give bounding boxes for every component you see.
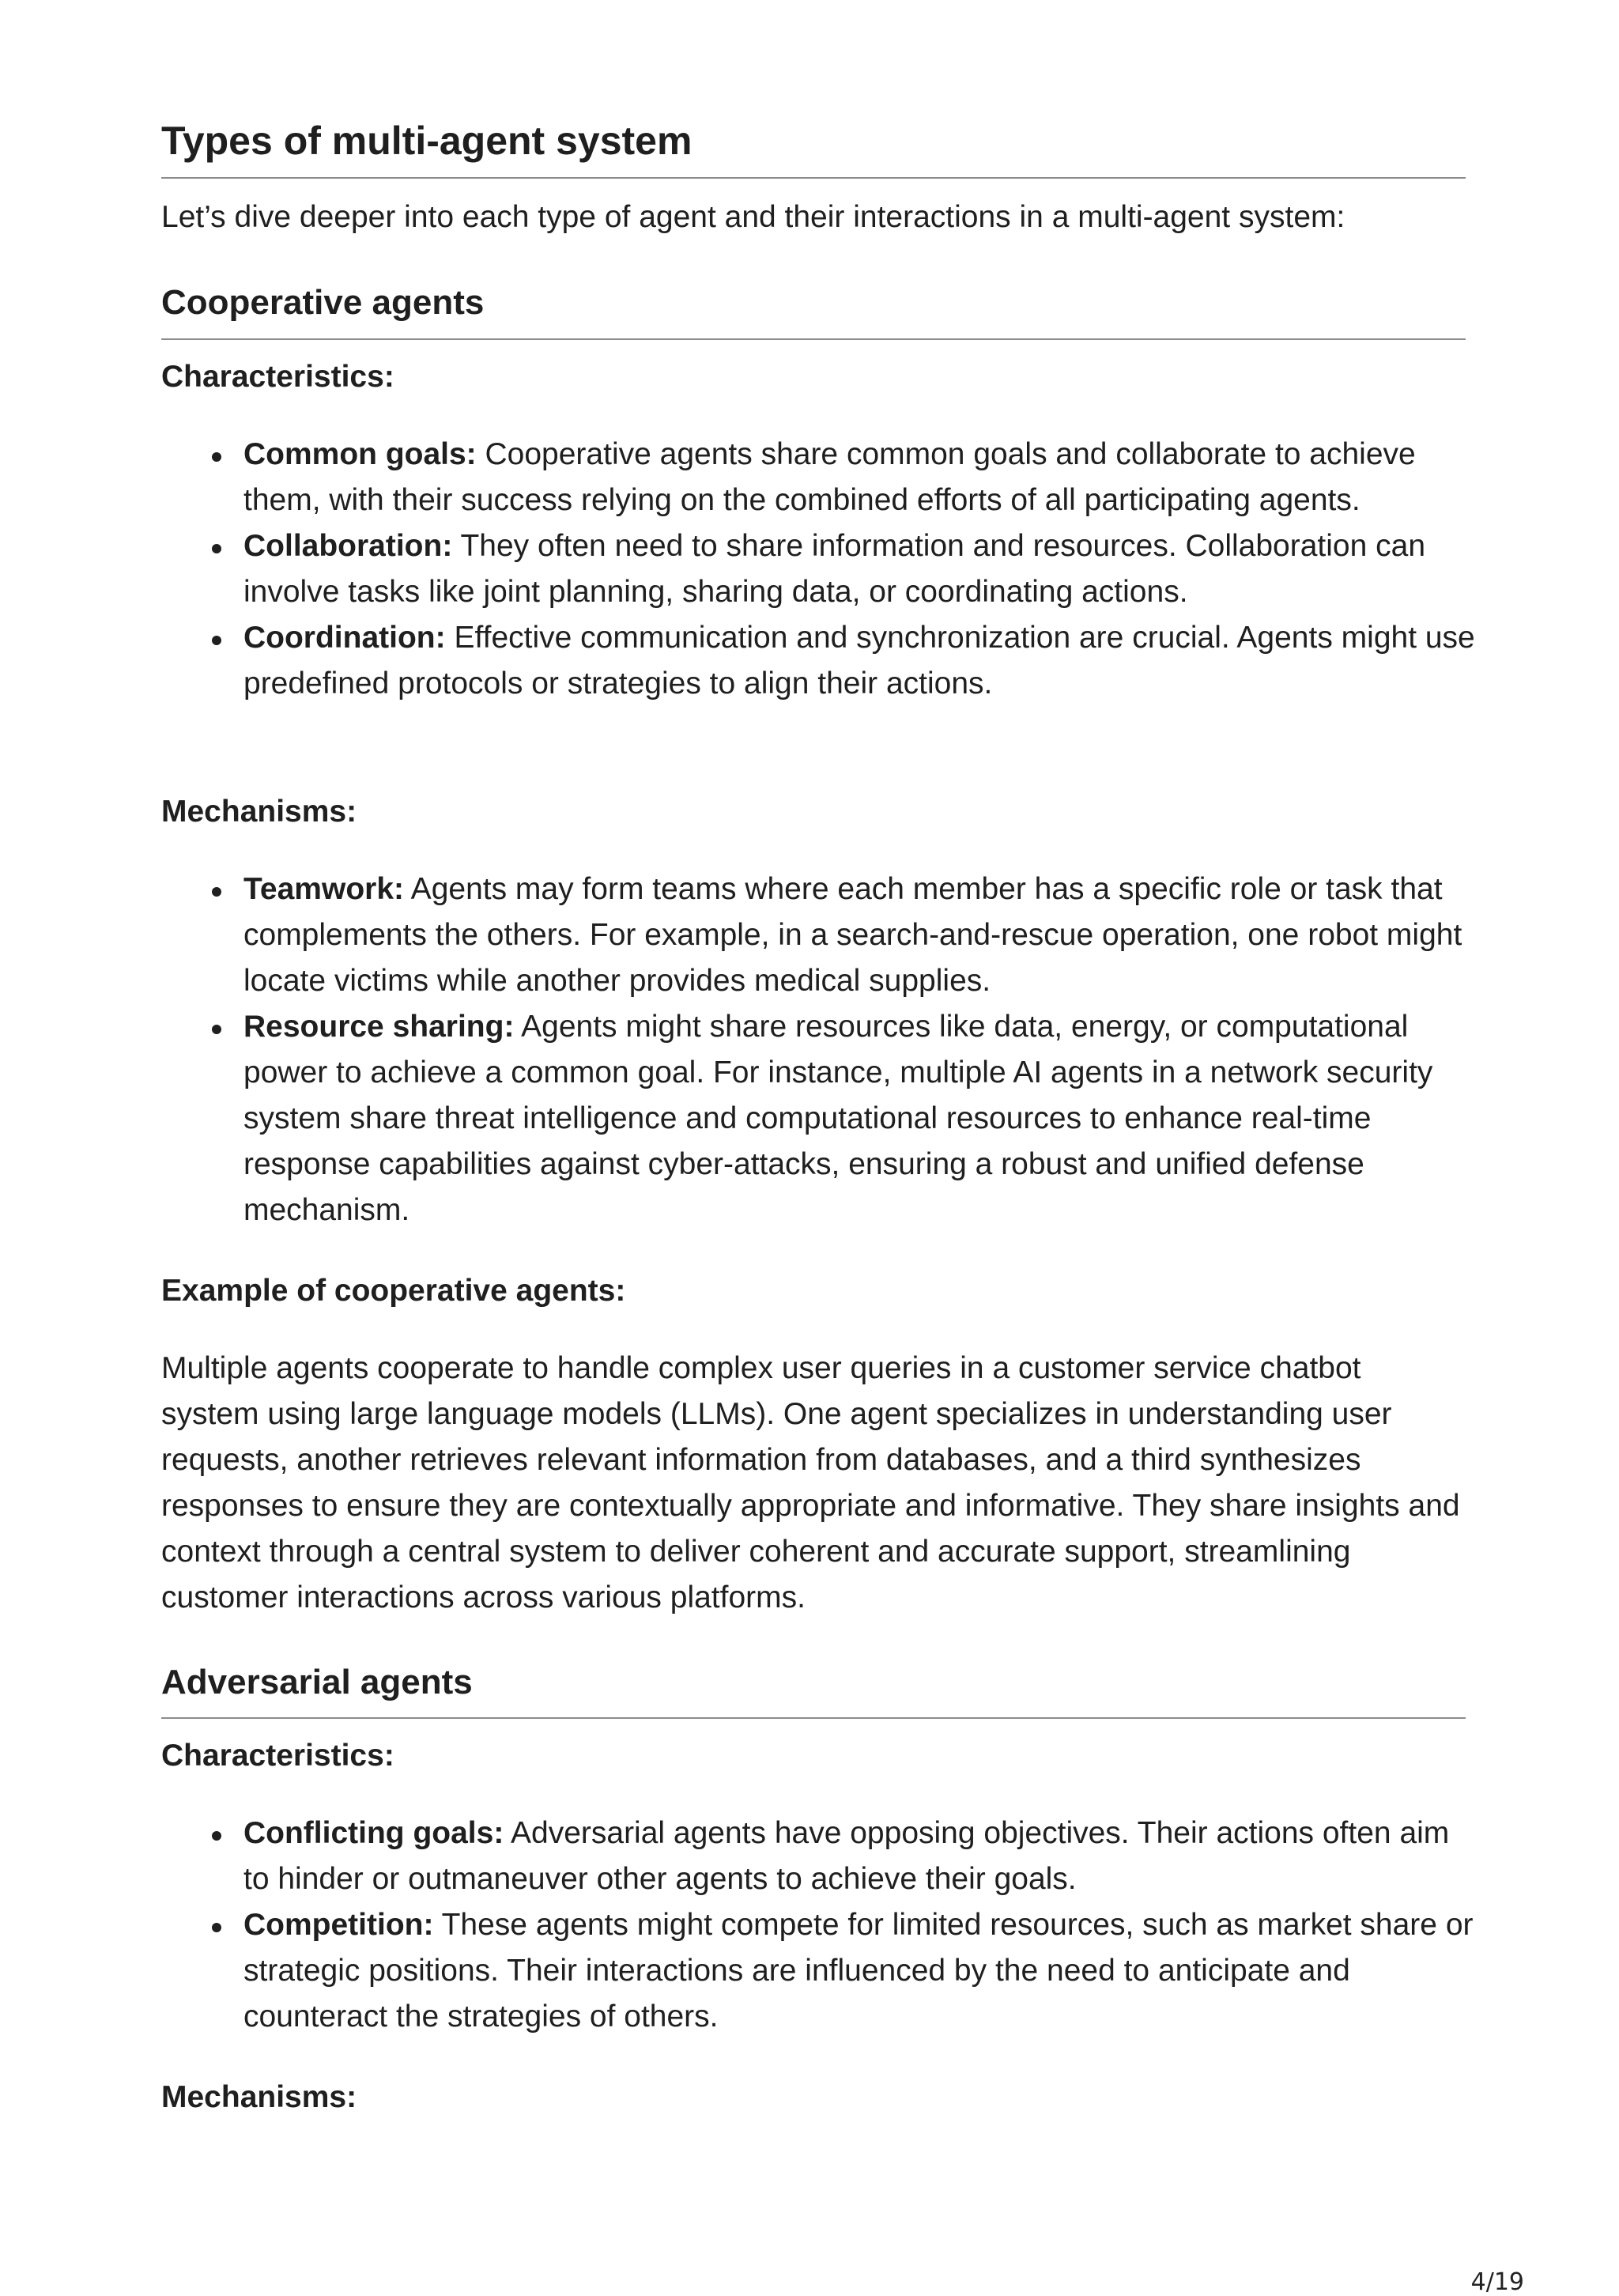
section-heading-cooperative: Cooperative agents (161, 283, 485, 322)
list-item-term: Common goals: (243, 437, 477, 471)
list-item-text: Adversarial agents have opposing objectives. Their actions often aim to hinder or outmaneuver other agents to achieve their goals. (243, 1816, 1450, 1896)
section-divider-adversarial (161, 1717, 1466, 1719)
intro-paragraph: Let’s dive deeper into each type of agent and their interactions in a multi-agent system: (161, 200, 1345, 234)
list-item (243, 1902, 1477, 2040)
list-item-term: Resource sharing: (243, 1010, 515, 1044)
list-item-text: They often need to share information and resources. Collaboration can involve tasks like joint planning, sharing data, or coordinating actions. (243, 529, 1426, 609)
adversarial-mechanisms-label: Mechanisms: (161, 2080, 357, 2114)
list-item-text: Effective communication and synchronization are crucial. Agents might use predefined protocols or strategies to align their actions. (243, 621, 1475, 701)
list-item (243, 1004, 1477, 1233)
cooperative-mechanisms-list (243, 867, 1477, 1233)
cooperative-characteristics-label: Characteristics: (161, 360, 394, 394)
list-item-term: Conflicting goals: (243, 1816, 504, 1850)
list-item (243, 867, 1477, 1004)
list-item (243, 615, 1477, 707)
list-item (243, 523, 1477, 615)
title-divider (161, 177, 1466, 179)
list-item-text: Agents may form teams where each member has a specific role or task that complements the others. For example, in a search-and-rescue operation, one robot might locate victims while another provides medical supplies. (243, 872, 1462, 998)
list-item-text: Agents might share resources like data, energy, or computational power to achieve a common goal. For instance, multiple AI agents in a network security system share threat intelligence and computational resources to enhance real-time response capabilities against cyber-attacks, ensuring a robust and unified defense mechanism. (243, 1010, 1433, 1227)
adversarial-characteristics-label: Characteristics: (161, 1739, 394, 1773)
cooperative-example-paragraph: Multiple agents cooperate to handle complex user queries in a customer service chatbot system using large language models (LLMs). One agent specializes in understanding user requests, another retrieves relevant information from databases, and a third synthesizes responses to ensure they are contextually appropriate and informative. They share insights and context through a central system to deliver coherent and accurate support, streamlining customer interactions across various platforms. (161, 1351, 1460, 1614)
list-item-text: These agents might compete for limited resources, such as market share or strategic positions. Their interactions are influenced by the need to anticipate and counteract the strategies of others. (243, 1908, 1474, 2034)
adversarial-characteristics-list (243, 1811, 1477, 2040)
list-item-text: Cooperative agents share common goals and collaborate to achieve them, with their success relying on the combined efforts of all participating agents. (243, 437, 1416, 517)
section-divider-cooperative (161, 338, 1466, 340)
cooperative-characteristics-list (243, 432, 1477, 707)
cooperative-mechanisms-label: Mechanisms: (161, 795, 357, 829)
list-item-term: Competition: (243, 1908, 434, 1942)
page-title: Types of multi-agent system (161, 119, 693, 163)
list-item-term: Teamwork: (243, 872, 404, 906)
cooperative-example-label: Example of cooperative agents: (161, 1274, 626, 1308)
page-number: 4/19 (1470, 2268, 1524, 2296)
list-item (243, 1811, 1477, 1902)
list-item-term: Collaboration: (243, 529, 453, 563)
section-heading-adversarial: Adversarial agents (161, 1663, 473, 1701)
list-item (243, 432, 1477, 523)
list-item-term: Coordination: (243, 621, 446, 655)
